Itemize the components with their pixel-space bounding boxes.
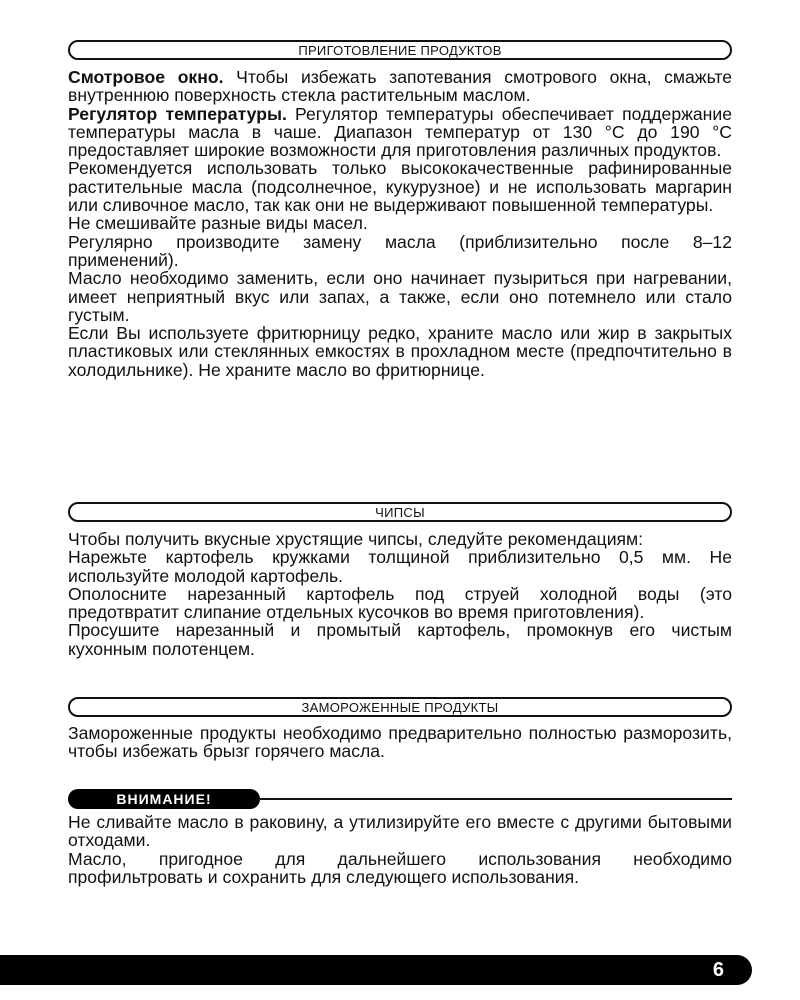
section-header-frozen (68, 697, 732, 717)
paragraph: Замороженные продукты необходимо предварительно полностью разморозить, чтобы избежать брызг горячего масла. (68, 723, 732, 762)
paragraph: Просушите нарезанный и промытый картофель, промокнув его чистым кухонным полотенцем. (68, 620, 732, 659)
section-title: ЗАМОРОЖЕННЫЕ ПРОДУКТЫ (301, 699, 499, 715)
section-header-preparation (68, 40, 732, 60)
paragraph: Ополосните нарезанный картофель под струей холодной воды (это предотвратит слипание отдельных кусочков во время приготовления). (68, 583, 732, 623)
paragraph: Рекомендуется использовать только высококачественные рафинированные растительные масла (подсолнечное, кукурузное) и не использовать маргарин или сливочное масло, так как они не выдерживают повышенной температуры. (68, 158, 732, 216)
term-thermostat: Регулятор температуры. (68, 103, 287, 124)
warning-header (68, 789, 732, 809)
section-title: ПРИГОТОВЛЕНИЕ ПРОДУКТОВ (298, 42, 502, 58)
warning-badge: ВНИМАНИЕ! (68, 789, 260, 809)
paragraph: Регулярно производите замену масла (приблизительно после 8–12 применений). (68, 231, 732, 270)
term-viewing-window: Смотровое окно. (68, 67, 224, 87)
preparation-text (68, 68, 732, 379)
chips-text (68, 530, 732, 658)
paragraph: Масло, пригодное для дальнейшего использования необходимо профильтровать и сохранить для следующего использования. (68, 848, 732, 887)
paragraph: Нарежьте картофель кружками толщиной приблизительно 0,5 мм. Не используйте молодой картофель. (68, 547, 732, 586)
paragraph: Не сливайте масло в раковину, а утилизируйте его вместе с другими бытовыми отходами. (68, 812, 732, 851)
page-number: 6 (712, 959, 724, 981)
paragraph: Если Вы используете фритюрницу редко, храните масло или жир в закрытых пластиковых или стеклянных емкостях в прохладном месте (предпочтительно в холодильнике). Не храните масло во фритюрнице. (68, 323, 732, 380)
paragraph: Регулятор температуры. Регулятор температуры обеспечивает поддержание температуры масла в чаше. Диапазон температур от 130 °С до 190 °С предоставляет широкие возможности для приготовления различных продуктов. (68, 103, 732, 161)
warning-rule (260, 798, 732, 800)
frozen-text (68, 724, 732, 761)
paragraph: Чтобы получить вкусные хрустящие чипсы, следуйте рекомендациям: (68, 529, 644, 549)
paragraph: Не смешивайте разные виды масел. (68, 213, 368, 234)
paragraph: Смотровое окно. Чтобы избежать запотевания смотрового окна, смажьте внутреннюю поверхность стекла растительным маслом. (68, 67, 733, 106)
section-title: ЧИПСЫ (375, 504, 425, 520)
footer-bar (0, 955, 752, 985)
section-header-chips (68, 502, 732, 522)
warning-text (68, 813, 732, 886)
paragraph: Масло необходимо заменить, если оно начинает пузыриться при нагревании, имеет неприятный вкус или запах, а также, если оно потемнело или стало густым. (68, 268, 732, 325)
